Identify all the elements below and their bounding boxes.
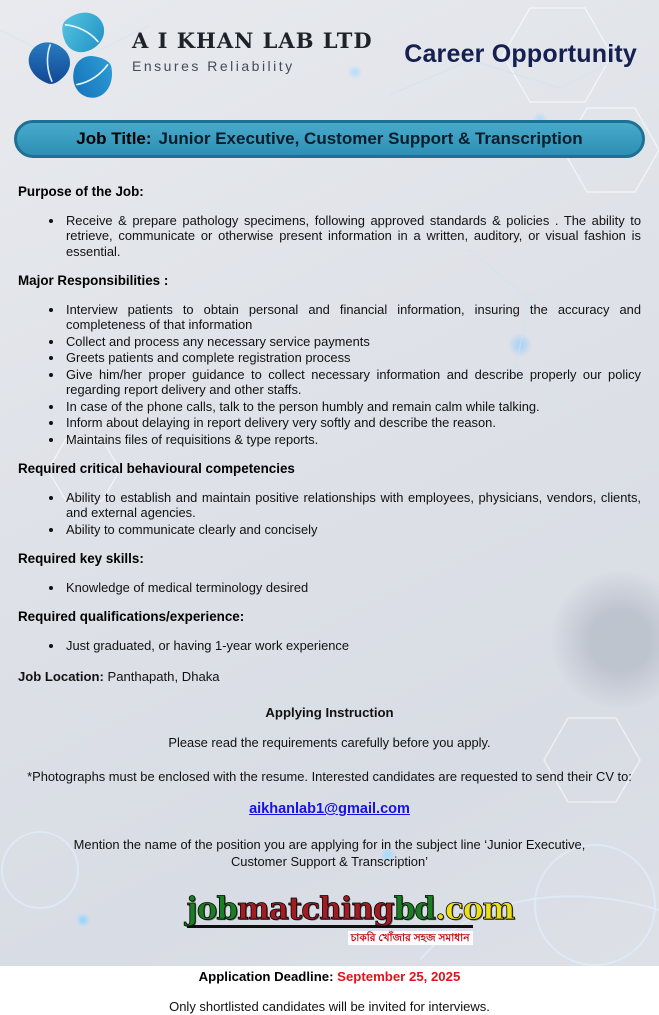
job-title-value: Junior Executive, Customer Support & Transcription <box>158 129 583 148</box>
logo-part-matching: matching <box>237 890 394 927</box>
deadline-value: September 25, 2025 <box>337 968 461 984</box>
career-opportunity-title: Career Opportunity <box>404 40 637 68</box>
section-heading: Required qualifications/experience: <box>18 609 245 624</box>
job-location-label: Job Location: <box>18 669 104 684</box>
section-purpose <box>18 184 641 259</box>
company-block <box>132 28 373 74</box>
jobmatchingbd-wordmark <box>186 890 515 927</box>
section-heading: Required critical behavioural competencies <box>18 461 295 476</box>
bullet-item: • Interview patients to obtain personal and financial information, insuring the accuracy and completeness of that information <box>64 302 641 333</box>
bullet-item: • Maintains files of requisitions & type reports. <box>64 432 641 448</box>
logo-part-job: job <box>186 890 238 927</box>
bullet-item: • Ability to communicate clearly and concisely <box>64 522 641 538</box>
section-responsibilities <box>18 273 641 447</box>
bullet-list <box>18 580 641 596</box>
job-description <box>0 158 659 1015</box>
company-name: A I KHAN LAB LTD <box>132 28 373 53</box>
deadline-label: Application Deadline: <box>198 968 334 984</box>
section-heading: Required key skills: <box>18 551 144 566</box>
job-title-label: Job Title: <box>76 129 152 148</box>
section-key-skills <box>18 551 641 595</box>
application-deadline-line <box>18 969 641 985</box>
header <box>0 0 659 116</box>
bullet-list <box>18 490 641 538</box>
company-leaf-logo-icon <box>24 8 126 106</box>
bullet-item: • Collect and process any necessary service payments <box>64 334 641 350</box>
bullet-item: • Greets patients and complete registration process <box>64 350 641 366</box>
email-line <box>18 801 641 818</box>
shortlist-note: Only shortlisted candidates will be invited for interviews. <box>169 999 490 1014</box>
bullet-list <box>18 213 641 260</box>
company-tagline: Ensures Reliability <box>132 58 295 74</box>
bullet-item: • Knowledge of medical terminology desired <box>64 580 641 596</box>
logo-part-bd: bd <box>393 890 436 927</box>
section-heading: Major Responsibilities : <box>18 273 169 288</box>
logo-bengali-tagline: চাকরি খোঁজার সহজ সমাধান <box>348 931 473 945</box>
email-link[interactable]: aikhanlab1@gmail.com <box>249 801 410 817</box>
logo-tagline-row <box>187 929 473 945</box>
read-requirements-note: Please read the requirements carefully before you apply. <box>168 735 491 750</box>
job-title-banner <box>14 120 645 158</box>
subject-line-note: Mention the name of the position you are applying for in the subject line ‘Junior Executive, Customer Support & Transcription’ <box>73 836 586 869</box>
bullet-item: • In case of the phone calls, talk to the person humbly and remain calm while talking. <box>64 399 641 415</box>
job-location-value: Panthapath, Dhaka <box>107 669 220 684</box>
section-behavioural-competencies <box>18 461 641 537</box>
cv-submission-note: *Photographs must be enclosed with the resume. Interested candidates are requested to send their CV to: <box>27 768 632 784</box>
bullet-item: • Ability to establish and maintain positive relationships with employees, physicians, vendors, clients, and external agencies. <box>64 490 641 521</box>
bullet-list <box>18 638 641 654</box>
bullet-item: • Give him/her proper guidance to collect necessary information and describe properly our policy regarding report delivery and other staffs. <box>64 367 641 398</box>
job-location-line <box>18 669 641 685</box>
bullet-item: • Receive & prepare pathology specimens, following approved standards & policies . The ability to retrieve, communicate or otherwise present information in a written, auditory, or visual fashion is essential. <box>64 213 641 260</box>
bullet-item: • Inform about delaying in report delivery very softly and describe the reason. <box>64 415 641 431</box>
bullet-item: • Just graduated, or having 1-year work experience <box>64 638 641 654</box>
bullet-list <box>18 302 641 448</box>
logo-part-com: .com <box>435 890 515 927</box>
section-qualifications <box>18 609 641 653</box>
section-heading: Purpose of the Job: <box>18 184 144 199</box>
applying-instruction-heading: Applying Instruction <box>265 704 394 720</box>
jobmatchingbd-logo[interactable] <box>186 890 515 945</box>
